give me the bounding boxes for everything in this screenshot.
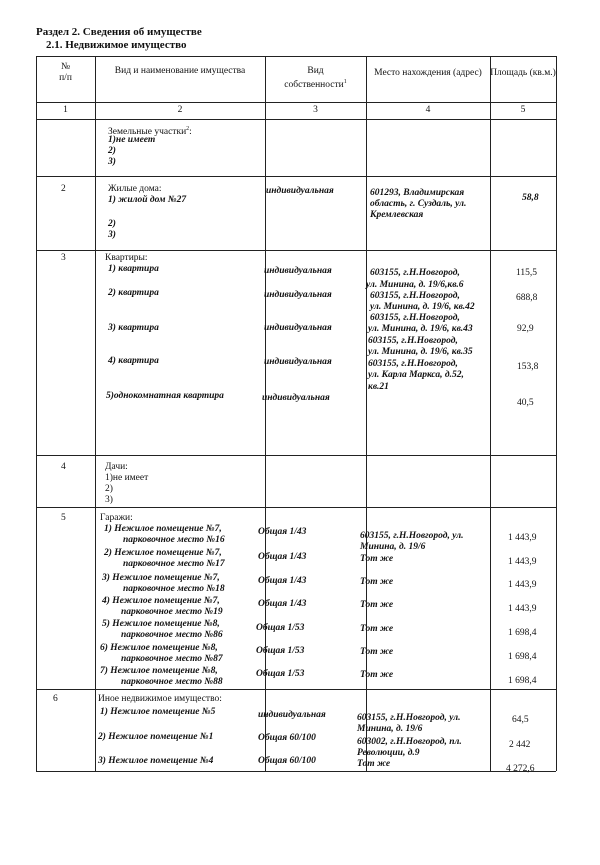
header-number: № п/п — [59, 62, 72, 83]
row-number: 5 — [61, 513, 66, 523]
row-category: Иное недвижимое имущество: — [98, 694, 222, 704]
list-item: 5)однокомнатная квартира — [106, 391, 224, 401]
address-cell: ул. Минина, д. 19/6,кв.6 — [366, 280, 464, 290]
row-number: 2 — [61, 184, 66, 194]
address-cell: 603155, г.Н.Новгород, — [370, 268, 460, 278]
ownership-cell: Общая 60/100 — [258, 733, 316, 743]
list-item: 2) квартира — [108, 288, 159, 298]
area-cell: 1 443,9 — [508, 580, 537, 590]
ownership-cell: индивидуальная — [264, 266, 332, 276]
list-item: парковочное место №17 — [123, 559, 225, 569]
ownership-cell: Общая 1/53 — [256, 646, 305, 656]
list-item: 2) — [108, 146, 116, 156]
ownership-cell: Общая 1/53 — [256, 669, 305, 679]
area-cell: 153,8 — [517, 362, 539, 372]
row-category: Дачи: — [105, 462, 128, 472]
ownership-cell: Общая 1/43 — [258, 527, 307, 537]
row-category: Жилые дома: — [108, 184, 162, 194]
ownership-cell: индивидуальная — [258, 710, 326, 720]
header-property-type: Вид и наименование имущества — [114, 66, 246, 76]
list-item: 1) Нежилое помещение №7, — [104, 524, 222, 534]
ownership-cell: Общая 60/100 — [258, 756, 316, 766]
list-item: 3) — [108, 230, 116, 240]
header-area: Площадь (кв.м.) — [490, 68, 556, 78]
list-item: 6) Нежилое помещение №8, — [100, 643, 218, 653]
area-cell: 2 442 — [509, 740, 531, 750]
section-title: Раздел 2. Сведения об имуществе — [36, 26, 202, 38]
list-item: парковочное место №19 — [121, 607, 223, 617]
list-item: 2) — [105, 484, 113, 494]
address-cell: кв.21 — [368, 382, 389, 392]
area-cell: 1 443,9 — [508, 604, 537, 614]
col-number-4: 4 — [425, 105, 431, 115]
area-cell: 4 272,6 — [506, 764, 535, 774]
ownership-cell: индивидуальная — [264, 290, 332, 300]
row-number: 3 — [61, 253, 66, 263]
address-cell: Тот же — [360, 670, 394, 680]
address-cell: ул. Минина, д. 19/6, кв.43 — [368, 324, 473, 334]
row-category: Квартиры: — [105, 253, 148, 263]
address-cell: 603155, г.Н.Новгород, ул. — [360, 531, 464, 541]
header-address: Место нахождения (адрес) — [374, 68, 482, 78]
row-category: Гаражи: — [100, 513, 133, 523]
col-number-3: 3 — [313, 105, 318, 115]
address-cell: ул. Карла Маркса, д.52, — [368, 370, 464, 380]
ownership-cell: Общая 1/53 — [256, 623, 305, 633]
list-item: 1) квартира — [108, 264, 159, 274]
address-cell: ул. Минина, д. 19/6, кв.35 — [368, 347, 473, 357]
area-cell: 1 698,4 — [508, 652, 537, 662]
list-item: 4) квартира — [108, 356, 159, 366]
list-item: 3) — [108, 157, 116, 167]
list-item: парковочное место №87 — [121, 654, 223, 664]
list-item: 3) квартира — [108, 323, 159, 333]
area-cell: 688,8 — [516, 293, 538, 303]
address-cell: ул. Минина, д. 19/6, кв.42 — [370, 302, 475, 312]
list-item: 3) Нежилое помещение №7, — [102, 573, 220, 583]
list-item: 2) Нежилое помещение №7, — [104, 548, 222, 558]
address-cell: Минина, д. 19/6 — [360, 542, 426, 552]
area-cell: 92,9 — [517, 324, 534, 334]
address-cell: Тот же — [360, 554, 394, 564]
ownership-cell: индивидуальная — [264, 357, 332, 367]
address-cell: Тот же — [360, 624, 394, 634]
list-item: парковочное место №18 — [123, 584, 225, 594]
area-cell: 1 443,9 — [508, 557, 537, 567]
list-item: 1) Нежилое помещение №5 — [100, 707, 216, 717]
list-item: 4) Нежилое помещение №7, — [102, 596, 220, 606]
address-cell: Тот же — [357, 759, 391, 769]
address-cell: Тот же — [360, 577, 394, 587]
area-cell: 1 698,4 — [508, 628, 537, 638]
list-item: 7) Нежилое помещение №8, — [100, 666, 218, 676]
list-item: парковочное место №86 — [121, 630, 223, 640]
ownership-cell: индивидуальная — [264, 323, 332, 333]
list-item: 1) жилой дом №27 — [108, 195, 187, 205]
header-ownership: Вид собственности$^1$ — [284, 66, 347, 91]
ownership-cell: индивидуальная — [262, 393, 330, 403]
address-cell: 603155, г.Н.Новгород, — [368, 359, 458, 369]
list-item: 3) — [105, 495, 113, 505]
list-item: 1)не имеет — [105, 473, 149, 483]
list-item: 2) Нежилое помещение №1 — [98, 732, 214, 742]
address-cell: 603155, г.Н.Новгород, — [370, 313, 460, 323]
area-cell: 1 698,4 — [508, 676, 537, 686]
ownership-cell: индивидуальная — [266, 186, 334, 196]
col-number-5: 5 — [520, 105, 526, 115]
col-number-2: 2 — [177, 105, 183, 115]
row-number: 6 — [53, 694, 58, 704]
area-cell: 58,8 — [522, 193, 539, 203]
address-cell: 601293, Владимирская область, г. Суздаль, ул. Кремлевская — [370, 188, 467, 220]
area-cell: 1 443,9 — [508, 533, 537, 543]
address-cell: 603155, г.Н.Новгород, — [370, 291, 460, 301]
list-item: парковочное место №88 — [121, 677, 223, 687]
list-item: 1)не имеет — [108, 135, 156, 145]
area-cell: 115,5 — [516, 268, 538, 278]
col-number-1: 1 — [63, 105, 68, 115]
address-cell: 603155, г.Н.Новгород, ул. — [357, 713, 461, 723]
address-cell: Минина, д. 19/6 — [357, 724, 423, 734]
area-cell: 40,5 — [517, 398, 534, 408]
address-cell: Революции, д.9 — [357, 748, 420, 758]
list-item: 2) — [108, 219, 116, 229]
list-item: парковочное место №16 — [123, 535, 225, 545]
address-cell: 603155, г.Н.Новгород, — [368, 336, 458, 346]
list-item: 5) Нежилое помещение №8, — [102, 619, 220, 629]
row-number: 4 — [61, 462, 66, 472]
address-cell: Тот же — [360, 647, 394, 657]
row-category: Земельные участки$^2$: — [108, 126, 192, 138]
address-cell: Тот же — [360, 600, 394, 610]
ownership-cell: Общая 1/43 — [258, 576, 307, 586]
subsection-title: 2.1. Недвижимое имущество — [46, 39, 187, 51]
list-item: 3) Нежилое помещение №4 — [98, 756, 214, 766]
address-cell: 603002, г.Н.Новгород, пл. — [357, 737, 462, 747]
ownership-cell: Общая 1/43 — [258, 552, 307, 562]
ownership-cell: Общая 1/43 — [258, 599, 307, 609]
area-cell: 64,5 — [512, 715, 529, 725]
